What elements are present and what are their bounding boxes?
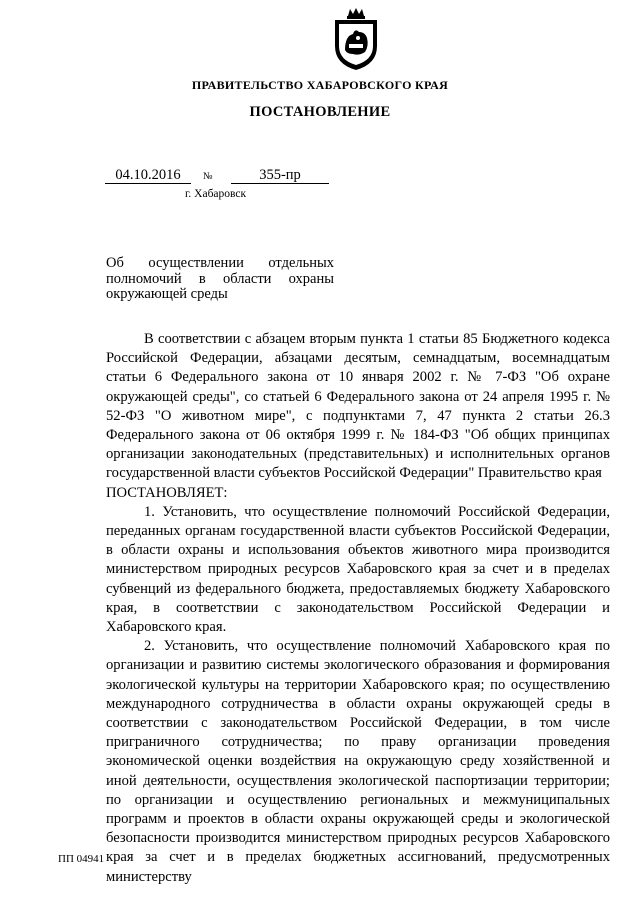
document-subject: Об осуществлении отдельных полномочий в области охраны окружающей среды xyxy=(106,255,334,302)
resolves-heading: ПОСТАНОВЛЯЕТ: xyxy=(106,484,228,501)
document-body xyxy=(106,330,610,887)
number-sign: № xyxy=(203,171,213,182)
footer-code: ПП 04941 xyxy=(58,853,105,865)
item-2-paragraph: 2. Установить, что осуществление полномочий Хабаровского края по организации и развитию системы экологического образования и формирования экологической культуры на территории Хабаровского края; по осуществлению международного сотрудничества в области охраны окружающей среды в соответствии с законодательством Российской Федерации, в том числе приграничного сотрудничества; по праву организации проведения экономической оценки воздействия на окружающую среду хозяйственной и иной деятельности, осуществления экологической паспортизации территории; по организации и осуществлению региональных и межмуниципальных программ и проектов в области охраны окружающей среды и экологической безопасности производится министерством природных ресурсов Хабаровского края за счет и в пределах бюджетных ассигнований, предусмотренных министерству xyxy=(106,638,610,885)
document-number: 355-пр xyxy=(231,167,329,184)
organization-title: ПРАВИТЕЛЬСТВО ХАБАРОВСКОГО КРАЯ xyxy=(191,78,449,92)
document-city: г. Хабаровск xyxy=(185,188,247,200)
item-1-paragraph: 1. Установить, что осуществление полномочий Российской Федерации, переданных органам государственной власти субъектов Российской Федерации, в области охраны и использования объектов животного мира производится министерством природных ресурсов Хабаровского края за счет и в пределах субвенций из федерального бюджета, предоставляемых бюджету Хабаровского края, в соответствии с законодательством Российской Федерации и Хабаровского края. xyxy=(106,503,610,636)
preamble-paragraph: В соответствии с абзацем вторым пункта 1 статьи 85 Бюджетного кодекса Российской Федерации, абзацами десятым, семнадцатым, восемнадцатым статьи 6 Федерального закона от 10 января 2002 г. № 7-ФЗ "Об охране окружающей среды", со статьей 6 Федерального закона от 24 апреля 1995 г. № 52-ФЗ "О животном мире", с подпунктами 7, 47 пункта 2 статьи 26.3 Федерального закона от 06 октября 1999 г. № 184-ФЗ "Об общих принципах организации законодательных (представительных) и исполнительных органов государственной власти субъектов Российской Федерации" Правительство края xyxy=(106,331,610,482)
document-type: ПОСТАНОВЛЕНИЕ xyxy=(249,104,391,120)
coat-of-arms-icon xyxy=(331,6,381,72)
document-date: 04.10.2016 xyxy=(105,167,191,184)
